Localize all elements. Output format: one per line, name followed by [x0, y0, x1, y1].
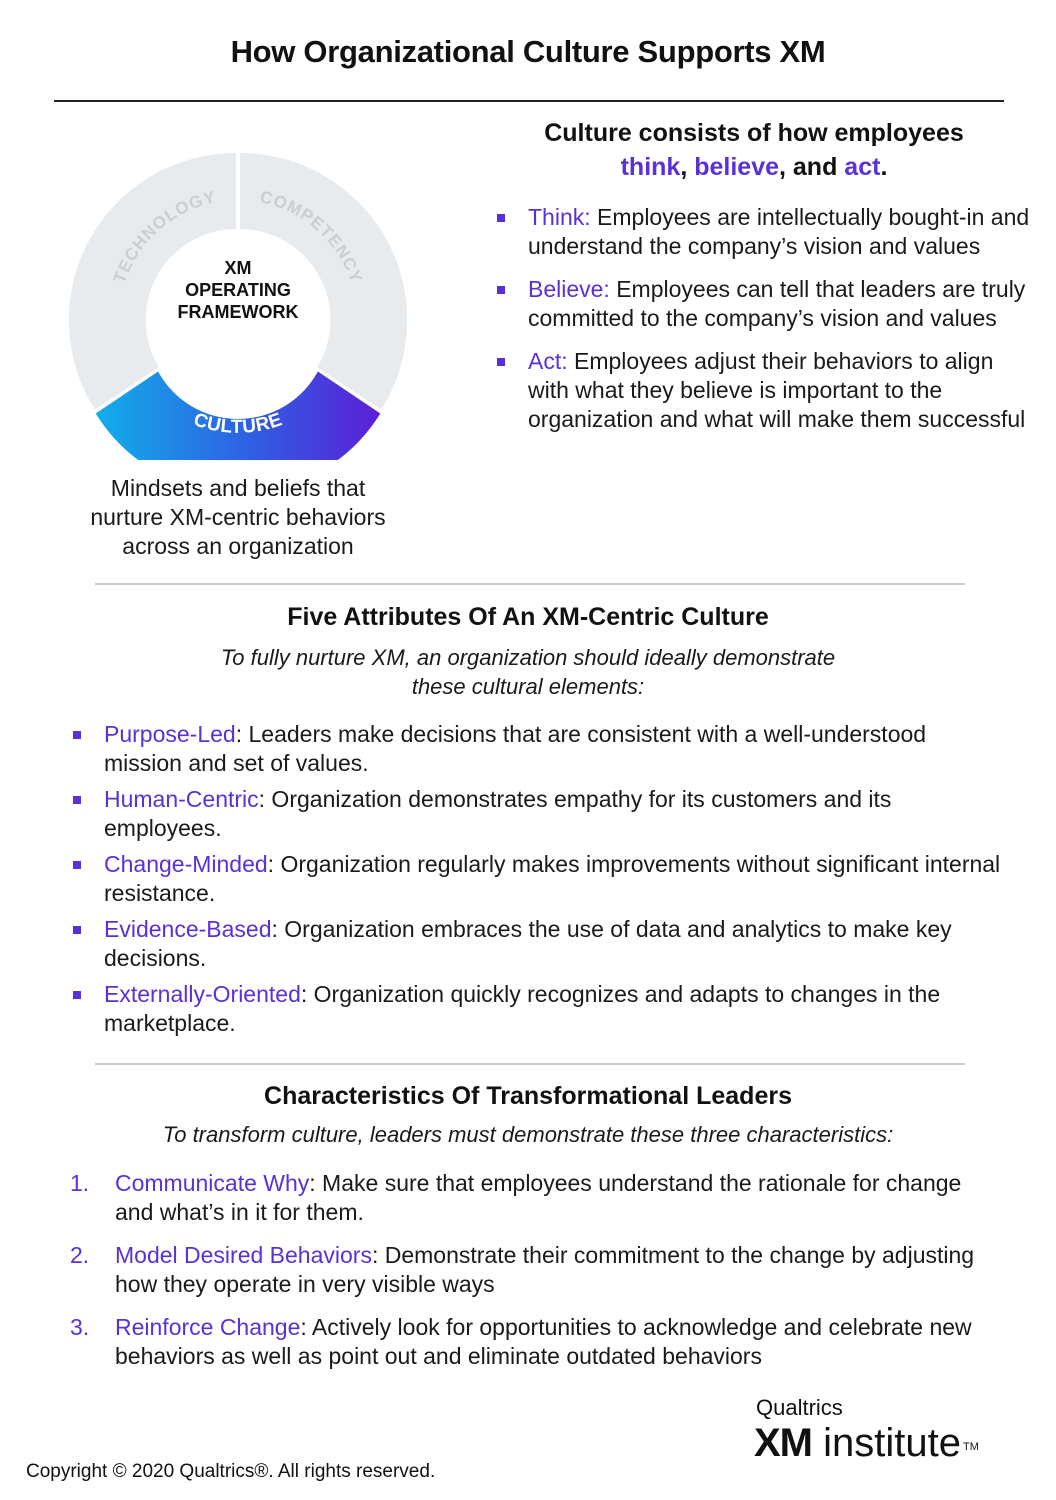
item-term: Believe: [528, 276, 610, 302]
list-item [72, 980, 1002, 1038]
item-number: 2. [70, 1242, 90, 1268]
culture-heading-line1: Culture consists of how employees [544, 119, 964, 147]
brand-company: Qualtrics [756, 1395, 843, 1420]
item-text: : Actively look for opportunities to acknowledge and celebrate new behaviors as well as point out and eliminate outdated behaviors [115, 1314, 972, 1369]
attributes-list [72, 720, 1002, 1045]
brand-xm: XM [754, 1421, 812, 1465]
list-item [70, 1169, 1000, 1227]
item-term: Change-Minded [104, 851, 268, 877]
list-item [496, 347, 1036, 434]
bullet-square-icon [73, 796, 81, 804]
item-text: : Organization regularly makes improvements without significant internal resistance. [104, 851, 1001, 906]
bullet-square-icon [73, 926, 81, 934]
center-label-line2: OPERATING [185, 280, 291, 300]
act-word: act [844, 153, 881, 181]
item-text: Employees are intellectually bought-in and understand the company’s vision and values [528, 204, 1030, 259]
center-label-line3: FRAMEWORK [177, 302, 299, 322]
culture-heading-line2 [470, 150, 1038, 184]
bullet-square-icon [497, 358, 505, 366]
item-term: Externally-Oriented [104, 981, 301, 1007]
item-text: : Organization quickly recognizes and adapts to changes in the marketplace. [104, 981, 941, 1036]
framework-wheel-graphic [68, 100, 408, 460]
bullet-square-icon [497, 214, 505, 222]
center-label-line1: XM [224, 258, 252, 278]
item-text: Employees can tell that leaders are truly committed to the company’s vision and values [528, 276, 1026, 331]
caption-line: across an organization [122, 533, 354, 559]
technology-label: TECHNOLOGY [109, 187, 218, 286]
list-item [72, 915, 1002, 973]
item-term: Act: [528, 348, 568, 374]
item-text: : Leaders make decisions that are consistent with a well-understood mission and set of values. [104, 721, 927, 776]
competency-label: COMPETENCY [258, 187, 367, 286]
separator: , [680, 153, 695, 181]
caption-line: Mindsets and beliefs that [110, 475, 366, 501]
xm-operating-framework-wheel [68, 100, 408, 460]
brand-institute: institute [823, 1421, 961, 1465]
attributes-heading: Five Attributes Of An XM-Centric Culture [287, 603, 769, 631]
item-number: 3. [70, 1314, 90, 1340]
page-title: How Organizational Culture Supports XM [230, 34, 826, 69]
item-term: Reinforce Change [115, 1314, 301, 1340]
leaders-subtitle: To transform culture, leaders must demonstrate these three characteristics: [162, 1122, 894, 1147]
culture-heading [470, 116, 1038, 184]
list-item [70, 1313, 1000, 1371]
caption-line: nurture XM-centric behaviors [90, 504, 386, 530]
culture-label: CULTURE [190, 409, 286, 438]
attributes-subtitle-line2: these cultural elements: [411, 674, 645, 699]
item-term: Human-Centric [104, 786, 259, 812]
xm-institute-logo [754, 1420, 979, 1466]
item-term: Think: [528, 204, 591, 230]
period: . [880, 153, 888, 181]
item-text: : Organization demonstrates empathy for its customers and its employees. [104, 786, 892, 841]
believe-word: believe [694, 153, 779, 181]
attributes-subtitle-line1: To fully nurture XM, an organization should ideally demonstrate [220, 645, 836, 670]
item-term: Purpose-Led [104, 721, 236, 747]
leaders-list [70, 1169, 1000, 1385]
section-divider [95, 1063, 965, 1065]
framework-caption [58, 474, 418, 561]
list-item [72, 850, 1002, 908]
culture-segment [96, 372, 381, 461]
list-item [496, 275, 1036, 333]
list-item [70, 1241, 1000, 1299]
think-word: think [620, 153, 681, 181]
culture-definition-list [496, 203, 1036, 448]
item-text: : Organization embraces the use of data and analytics to make key decisions. [104, 916, 952, 971]
bullet-square-icon [73, 991, 81, 999]
item-text: : Make sure that employees understand the rationale for change and what’s in it for them. [115, 1170, 962, 1225]
item-term: Model Desired Behaviors [115, 1242, 372, 1268]
item-text: Employees adjust their behaviors to align with what they believe is important to the organization and what will make them successful [528, 348, 1026, 432]
bullet-square-icon [497, 286, 505, 294]
list-item [496, 203, 1036, 261]
section-divider [95, 583, 965, 585]
list-item [72, 720, 1002, 778]
bullet-square-icon [73, 731, 81, 739]
item-term: Communicate Why [115, 1170, 310, 1196]
item-text: : Demonstrate their commitment to the change by adjusting how they operate in very visible ways [115, 1242, 975, 1297]
leaders-heading: Characteristics Of Transformational Leaders [264, 1082, 792, 1110]
bullet-square-icon [73, 861, 81, 869]
brand-trademark: TM [962, 1441, 979, 1453]
copyright-notice: Copyright © 2020 Qualtrics®. All rights reserved. [26, 1461, 436, 1482]
item-number: 1. [70, 1170, 90, 1196]
separator: , and [779, 153, 845, 181]
list-item [72, 785, 1002, 843]
svg-text:CULTURE [191, 409, 285, 438]
item-term: Evidence-Based [104, 916, 272, 942]
